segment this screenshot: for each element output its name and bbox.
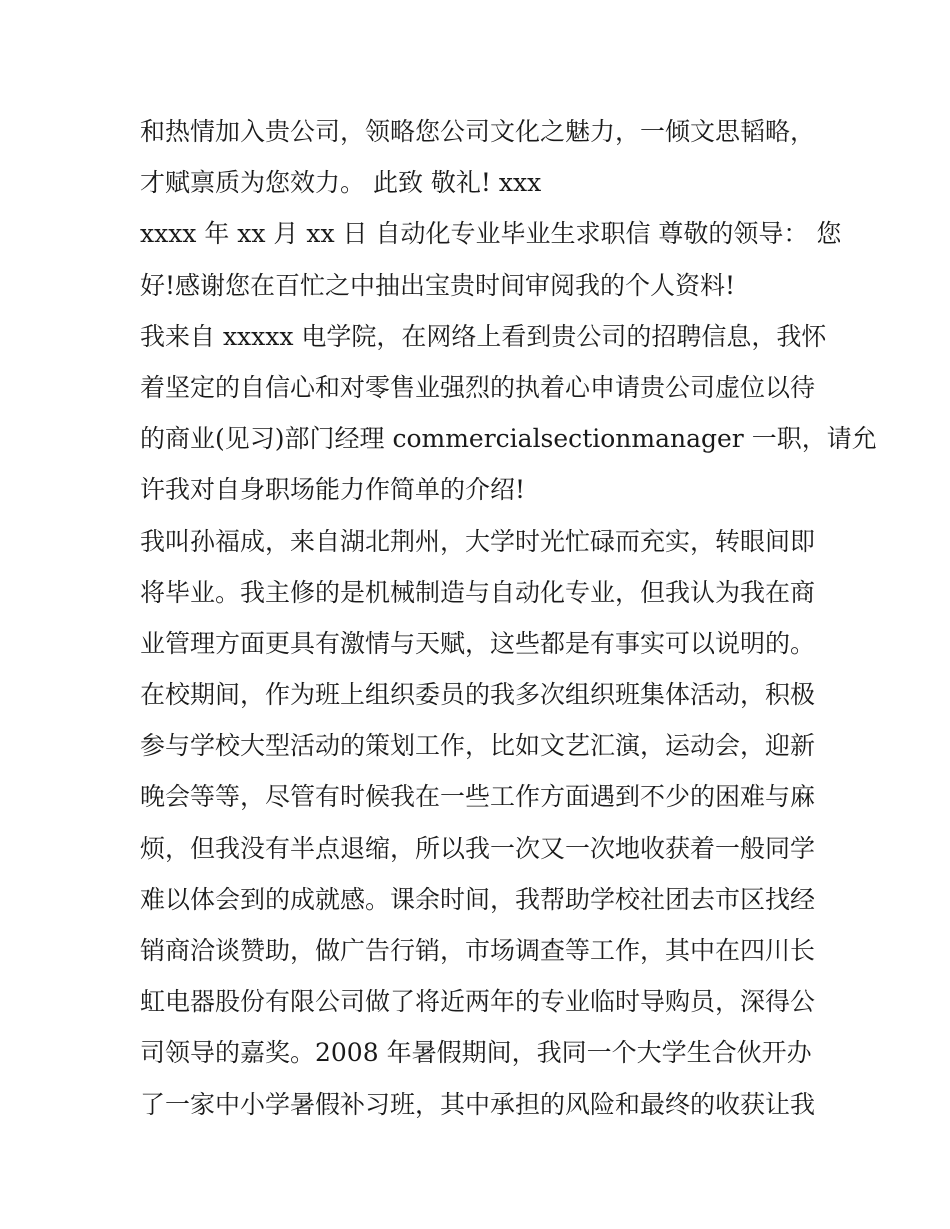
text-line: 业管理方面更具有激情与天赋，这些都是有事实可以说明的。: [140, 628, 816, 658]
text-line: 才赋禀质为您效力。 此致 敬礼! xxx: [140, 168, 542, 198]
text-line: 将毕业。我主修的是机械制造与自动化专业，但我认为我在商: [140, 577, 816, 607]
text-line: 销商洽谈赞助，做广告行销，市场调查等工作，其中在四川长: [140, 936, 816, 965]
text-line: 司领导的嘉奖。2008 年暑假期间，我同一个大学生合伙开办: [140, 1038, 812, 1068]
text-line: 烦，但我没有半点退缩，所以我一次又一次地收获着一般同学: [140, 833, 816, 863]
text-line: 了一家中小学暑假补习班，其中承担的风险和最终的收获让我: [140, 1089, 816, 1119]
text-line: 的商业(见习)部门经理 commercialsectionmanager 一职，请允: [140, 424, 877, 454]
text-line: 虹电器股份有限公司做了将近两年的专业临时导购员，深得公: [140, 987, 816, 1017]
text-line: 晚会等等，尽管有时候我在一些工作方面遇到不少的困难与麻: [140, 782, 816, 812]
letter-body: [140, 106, 877, 1130]
text-line: 参与学校大型活动的策划工作，比如文艺汇演，运动会，迎新: [140, 731, 816, 761]
text-line: 难以体会到的成就感。课余时间，我帮助学校社团去市区找经: [140, 884, 816, 914]
text-line: 和热情加入贵公司，领略您公司文化之魅力，一倾文思韬略，: [140, 117, 816, 146]
text-line: 我来自 xxxxx 电学院，在网络上看到贵公司的招聘信息，我怀: [140, 321, 827, 351]
text-line: 在校期间，作为班上组织委员的我多次组织班集体活动，积极: [140, 680, 816, 710]
text-line: 我叫孙福成，来自湖北荆州，大学时光忙碌而充实，转眼间即: [140, 526, 816, 556]
text-line: 好!感谢您在百忙之中抽出宝贵时间审阅我的个人资料!: [140, 270, 736, 300]
text-line: 许我对自身职场能力作简单的介绍!: [140, 475, 526, 505]
text-line: xxxx 年 xx 月 xx 日 自动化专业毕业生求职信 尊敬的领导： 您: [140, 219, 842, 249]
text-line: 着坚定的自信心和对零售业强烈的执着心申请贵公司虚位以待: [140, 372, 816, 402]
